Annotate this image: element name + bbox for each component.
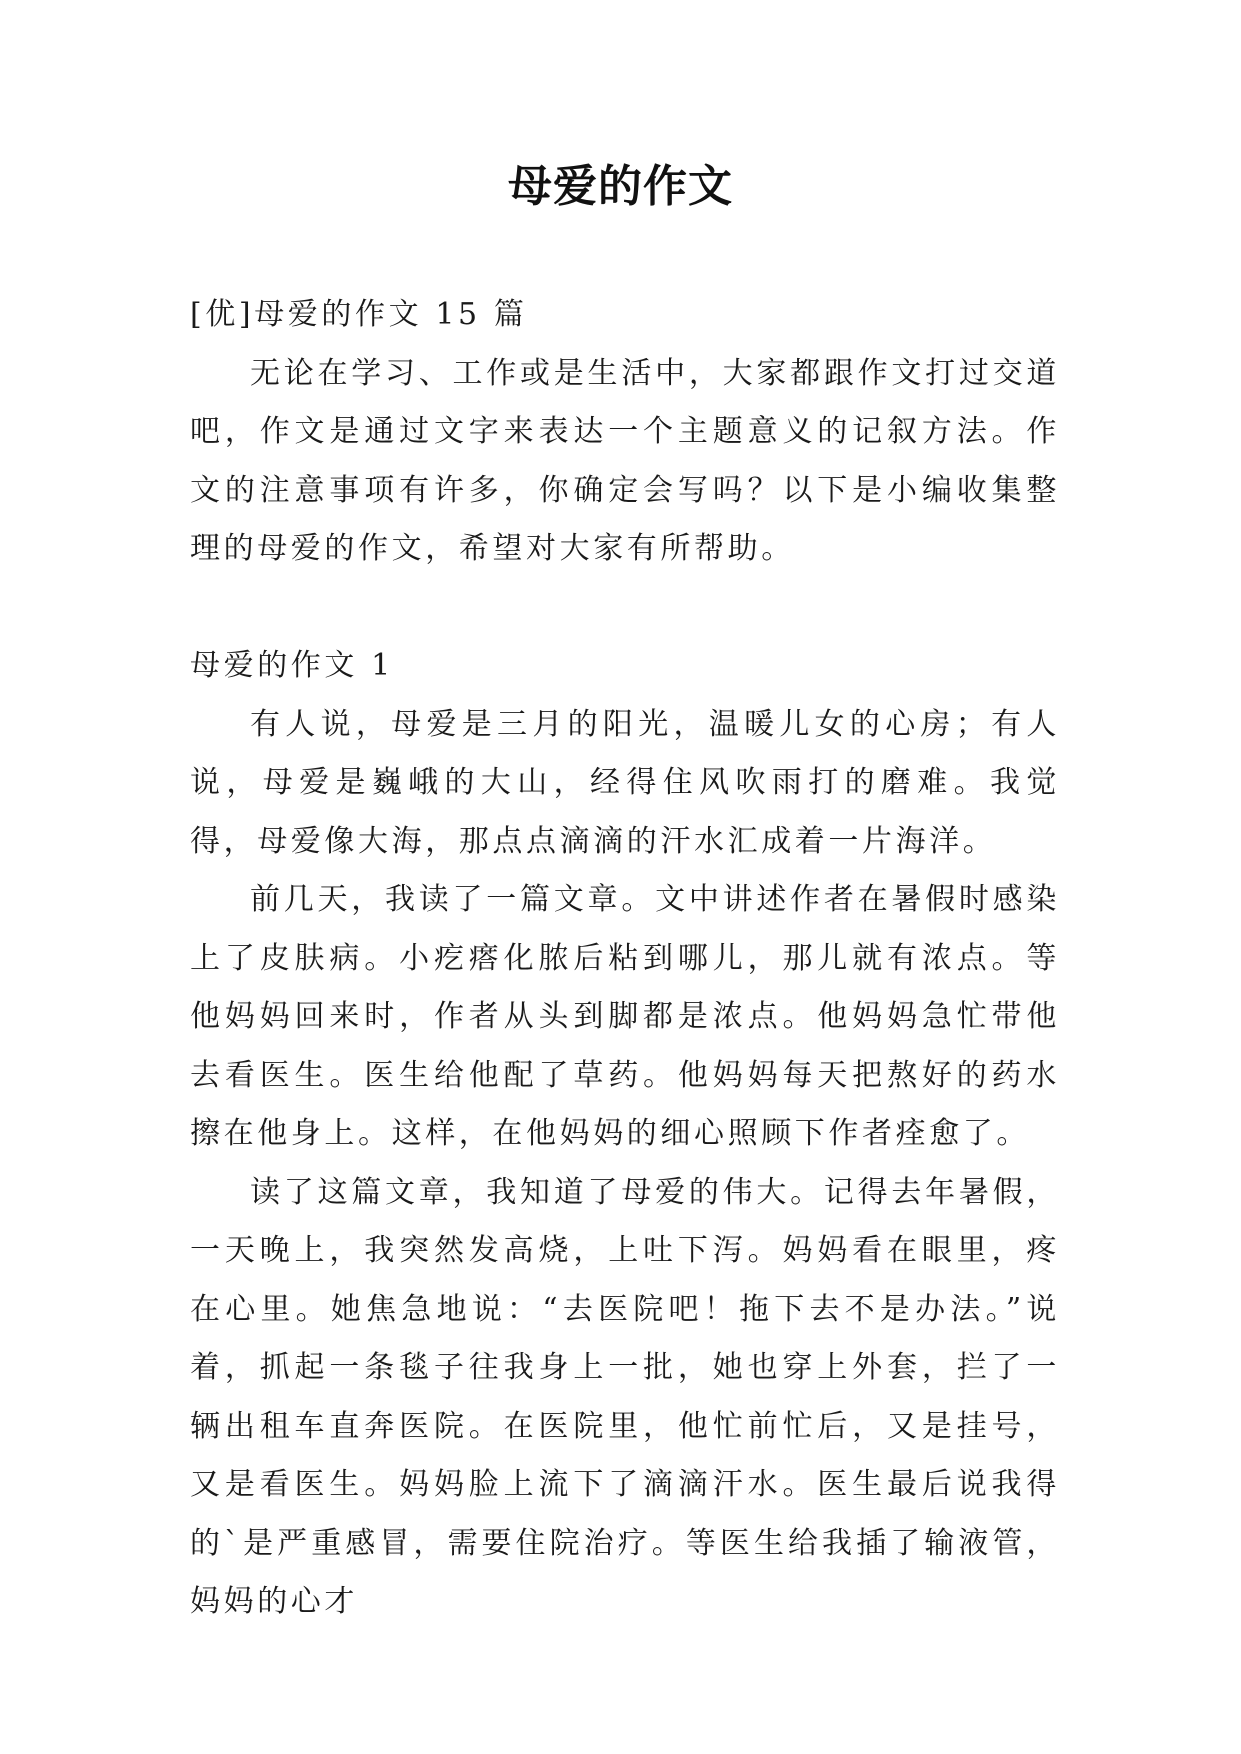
- body-paragraph: 读了这篇文章，我知道了母爱的伟大。记得去年暑假，一天晚上，我突然发高烧，上吐下泻。妈妈看在眼里，疼在心里。她焦急地说：“去医院吧！拖下去不是办法。”说着，抓起一条毯子往我身上一批，她也穿上外套，拦了一辆出租车直奔医院。在医院里，他忙前忙后，又是挂号，又是看医生。妈妈脸上流下了滴滴汗水。医生最后说我得的`是严重感冒，需要住院治疗。等医生给我插了输液管，妈妈的心才: [190, 1174, 1060, 1619]
- body-paragraph: 前几天，我读了一篇文章。文中讲述作者在暑假时感染上了皮肤病。小疙瘩化脓后粘到哪儿，那儿就有浓点。等他妈妈回来时，作者从头到脚都是浓点。他妈妈急忙带他去看医生。医生给他配了草药。他妈妈每天把熬好的药水擦在他身上。这样，在他妈妈的细心照顾下作者痊愈了。: [190, 882, 1060, 1151]
- section-heading: 母爱的作文 1: [190, 648, 394, 683]
- paragraph-spacer: [190, 579, 1060, 638]
- document-title: 母爱的作文: [508, 161, 733, 212]
- body-paragraph: 有人说，母爱是三月的阳光，温暖儿女的心房；有人说，母爱是巍峨的大山，经得住风吹雨打的磨难。我觉得，母爱像大海，那点点滴滴的汗水汇成着一片海洋。: [190, 706, 1060, 859]
- document-subtitle: [优]母爱的作文 15 篇: [190, 297, 528, 332]
- intro-paragraph: 无论在学习、工作或是生活中，大家都跟作文打过交道吧，作文是通过文字来表达一个主题意义的记叙方法。作文的注意事项有许多，你确定会写吗？以下是小编收集整理的母爱的作文，希望对大家有所帮助。: [190, 355, 1060, 566]
- document-body: [190, 286, 1060, 1632]
